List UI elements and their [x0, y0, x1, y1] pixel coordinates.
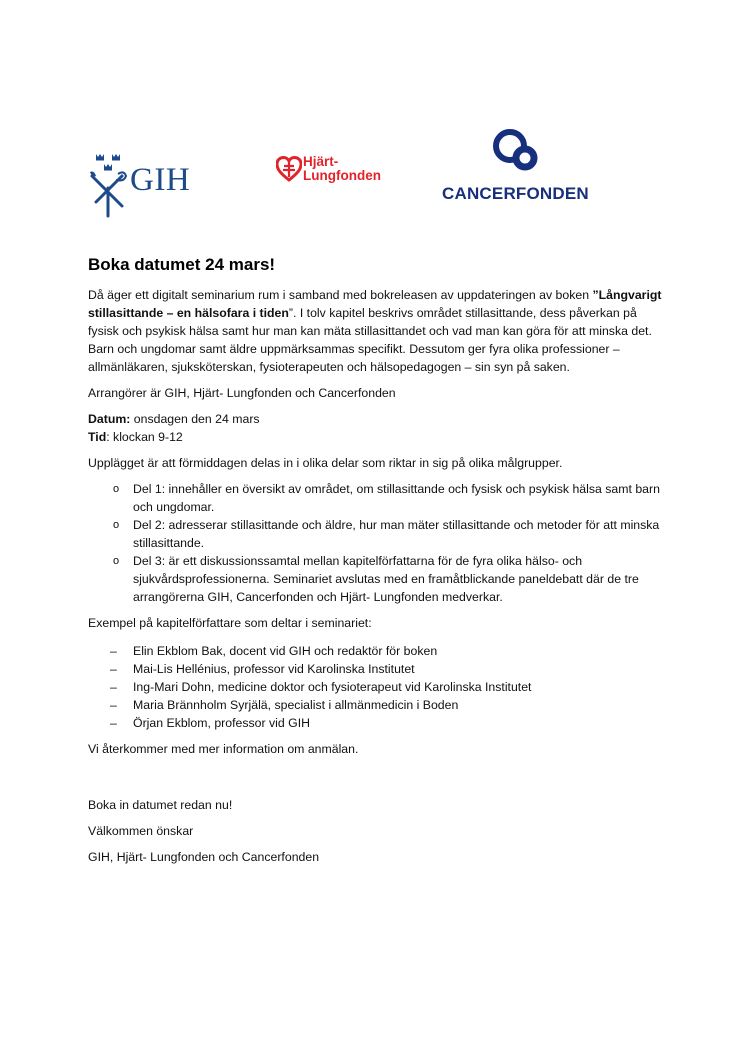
list-item: [88, 480, 668, 516]
part-text: Del 2: adresserar stillasittande och äldre, hur man mäter stillasittande och metoder för att minska stillasittande.: [133, 518, 660, 550]
book-title-close-quote: ”: [288, 306, 294, 320]
welcome-text: Välkommen önskar: [88, 824, 194, 838]
author-text: Mai-Lis Hellénius, professor vid Karolinska Institutet: [133, 662, 415, 676]
intro-rest: . I tolv kapitel beskrivs området stillasittande, dess påverkan på fysisk och psykisk hälsa samt hur man kan mäta stillasittandet och vad man kan göra för att minska det. Barn och ungdomar samt äldre uppmärksammas specifikt. Dessutom ger fyra olika professioner – allmänläkaren, sjuksköterskan, fysioterapeuten och hälsopedagogen – sin syn på saken.: [88, 306, 652, 374]
list-item: [88, 696, 668, 714]
author-text: Maria Brännholm Syrjälä, specialist i allmänmedicin i Boden: [133, 698, 459, 712]
document-body: [88, 254, 668, 874]
structure-intro: Upplägget är att förmiddagen delas in i olika delar som riktar in sig på olika målgrupper.: [88, 456, 563, 470]
date-label: Datum:: [88, 412, 131, 426]
spacer: [88, 766, 668, 796]
gih-crest-icon: [88, 150, 132, 218]
list-item: [88, 678, 668, 696]
parts-list: [88, 480, 668, 606]
hjart-lungfonden-logo: [276, 153, 410, 193]
gih-logo-text: GIH: [130, 162, 191, 198]
intro-lead: Då äger ett digitalt seminarium rum i samband med bokreleasen av uppdateringen av boken: [88, 288, 590, 302]
book-now-text: Boka in datumet redan nu!: [88, 798, 233, 812]
list-item: [88, 714, 668, 732]
circle-bullet-icon: o: [113, 519, 120, 531]
circle-bullet-icon: o: [113, 483, 120, 495]
list-item: [88, 552, 668, 606]
book-title: ”Långvarigt stillasittande – en hälsofara i tiden: [88, 288, 662, 320]
date-value: onsdagen den 24 mars: [130, 412, 260, 426]
list-item: [88, 642, 668, 660]
cancerfonden-logo: [440, 128, 605, 208]
dash-bullet-icon: –: [110, 644, 117, 658]
list-item: [88, 660, 668, 678]
intro-paragraph: [88, 286, 668, 376]
author-text: Ing-Mari Dohn, medicine doktor och fysioterapeut vid Karolinska Institutet: [133, 680, 532, 694]
heart-cross-icon: [276, 156, 302, 182]
organizers-text: Arrangörer är GIH, Hjärt- Lungfonden och Cancerfonden: [88, 386, 396, 400]
author-text: Elin Ekblom Bak, docent vid GIH och redaktör för boken: [133, 644, 438, 658]
hjart-lungfonden-line1: Hjärt-: [303, 154, 339, 169]
dash-bullet-icon: –: [110, 716, 117, 730]
dash-bullet-icon: –: [110, 662, 117, 676]
author-text: Örjan Ekblom, professor vid GIH: [133, 716, 310, 730]
authors-intro: Exempel på kapitelförfattare som deltar i seminariet:: [88, 616, 372, 630]
gih-logo: [88, 150, 212, 218]
list-item: [88, 516, 668, 552]
date-time-block: [88, 410, 668, 446]
more-info-text: Vi återkommer med mer information om anmälan.: [88, 742, 359, 756]
circle-bullet-icon: o: [113, 555, 120, 567]
signature-text: GIH, Hjärt- Lungfonden och Cancerfonden: [88, 850, 320, 864]
hjart-lungfonden-line2: Lungfonden: [303, 168, 381, 183]
time-label: Tid: [88, 430, 107, 444]
part-text: Del 1: innehåller en översikt av området, om stillasittande och fysisk och psykisk hälsa samt barn och ungdomar.: [133, 482, 660, 514]
cancerfonden-logo-text: CANCERFONDEN: [442, 184, 589, 203]
hjart-lungfonden-logo-text: [303, 155, 381, 183]
time-value: : klockan 9-12: [106, 430, 183, 444]
dash-bullet-icon: –: [110, 680, 117, 694]
dash-bullet-icon: –: [110, 698, 117, 712]
part-text: Del 3: är ett diskussionssamtal mellan kapitelförfattarna för de fyra olika hälso- och sjukvårdsprofessionerna. Seminariet avslutas med en framåtblickande paneldebatt där de tre arrangörerna GIH, Cancerfonden och Hjärt- Lungfonden medverkar.: [133, 554, 639, 604]
cancerfonden-rings-icon: [490, 128, 560, 178]
page-title: Boka datumet 24 mars!: [88, 255, 276, 274]
authors-list: [88, 642, 668, 732]
